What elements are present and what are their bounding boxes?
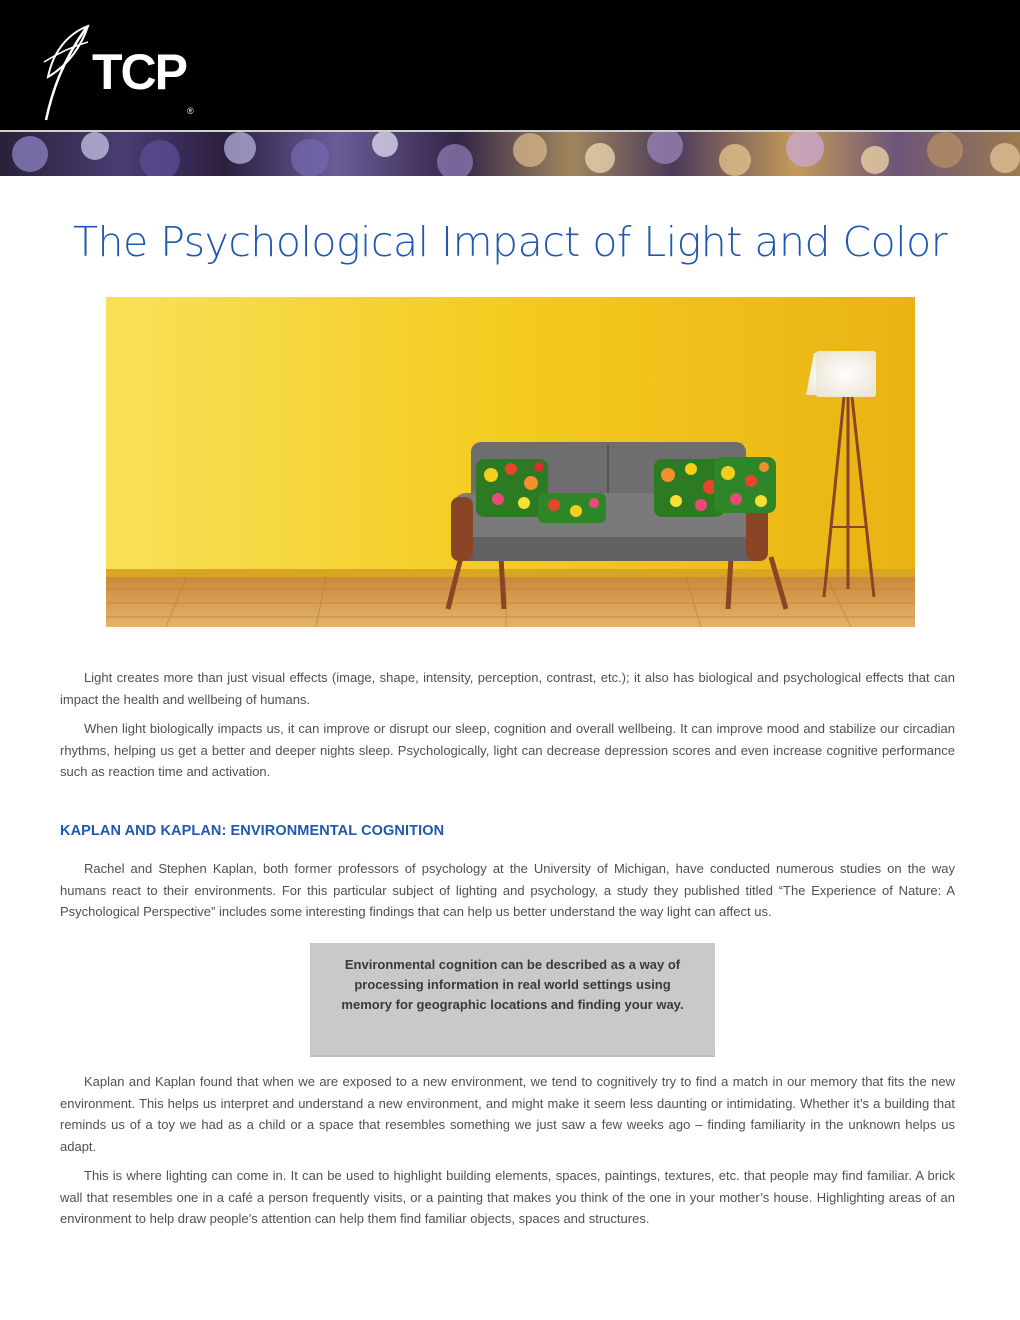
section-heading: KAPLAN AND KAPLAN: ENVIRONMENTAL COGNITION — [60, 823, 445, 839]
bokeh-lights-image — [0, 132, 1020, 176]
closing-text — [60, 1071, 955, 1238]
intro-text — [60, 667, 955, 791]
pull-quote-box — [310, 943, 715, 1057]
leaf-swoosh-icon — [42, 22, 90, 122]
closing-paragraph: Kaplan and Kaplan found that when we are exposed to a new environment, we tend to cognitively try to find a match in our memory that fits the new environment. This helps us interpret and understand a new environment, and might make it seem less daunting or intimidating. Whether it’s a building that reminds us of a toy we had as a child or a space that resembles something we just saw a few weeks ago – finding familiarity in the unknown helps us adapt. — [60, 1074, 955, 1154]
hero-image — [106, 297, 915, 627]
section-paragraph: Rachel and Stephen Kaplan, both former professors of psychology at the University of Michigan, have conducted numerous studies on the way humans react to their environments. For this particular subject of lighting and psychology, a study they published titled “The Experience of Nature: A Psychological Perspective” includes some interesting findings that can help us better understand the way light can affect us. — [60, 861, 955, 919]
pull-quote-text: Environmental cognition can be described as a way of processing information in real world settings using memory for geographic locations and finding your way. — [341, 957, 684, 1012]
closing-paragraph: This is where lighting can come in. It can be used to highlight building elements, spaces, paintings, textures, etc. that people may find familiar. A brick wall that resembles one in a café a person frequently visits, or a painting that makes you think of the one in your mother’s house. Highlighting areas of an environment to help draw people’s attention can help them find familiar objects, spaces and structures. — [60, 1168, 955, 1226]
header-banner — [0, 0, 1020, 130]
registered-mark: ® — [187, 106, 194, 116]
yellow-room-sofa-image — [106, 297, 915, 627]
intro-paragraph: Light creates more than just visual effects (image, shape, intensity, perception, contrast, etc.); it also has biological and psychological effects that can impact the health and wellbeing of humans. — [60, 670, 955, 707]
tcp-logo — [42, 22, 194, 122]
section-text — [60, 858, 955, 931]
intro-paragraph: When light biologically impacts us, it can improve or disrupt our sleep, cognition and overall wellbeing. It can improve mood and stabilize our circadian rhythms, helping us get a better and deeper nights sleep. Psychologically, light can decrease depression scores and even increase cognitive performance such as reaction time and activation. — [60, 721, 955, 779]
brand-name: TCP — [92, 44, 186, 100]
page-title: The Psychological Impact of Light and Color — [72, 218, 948, 266]
bokeh-strip — [0, 130, 1020, 176]
